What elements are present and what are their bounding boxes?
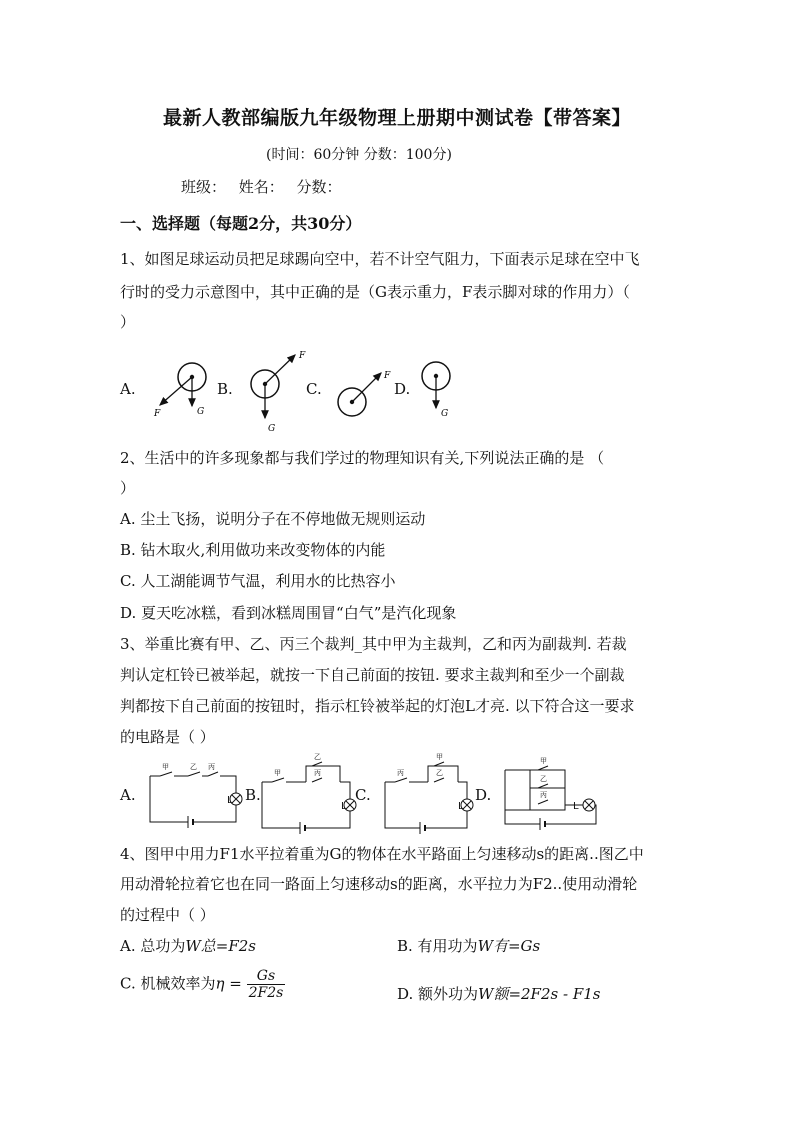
q1-line3: ）: [120, 313, 136, 331]
switch-label-jia: 甲: [436, 753, 443, 761]
q3-line4: 的电路是（ ）: [120, 728, 215, 746]
q4-option-b-formula: W有=Gs: [477, 937, 541, 955]
q4-option-c-text: C. 机械效率为: [120, 974, 216, 993]
q4-option-b: [397, 935, 540, 956]
q1-line2: 行时的受力示意图中，其中正确的是（G表示重力，F表示脚对球的作用力）（: [120, 283, 630, 301]
switch-label-jia: 甲: [162, 763, 169, 771]
q4-option-c-eta: η =: [215, 974, 242, 993]
switch-label-yi: 乙: [190, 763, 197, 771]
force-label-g: G: [441, 409, 449, 419]
lamp-label: L: [341, 801, 347, 812]
force-label-f: F: [384, 371, 391, 381]
switch-label-bing: 丙: [540, 791, 547, 799]
q4-option-d-formula: W额=2F2s - F1s: [478, 985, 601, 1003]
page-title: 最新人教部编版九年级物理上册期中测试卷【带答案】: [162, 107, 631, 129]
q1-label-b: B.: [217, 380, 233, 398]
lamp-label: L: [573, 801, 579, 812]
fraction-denominator: 2F2s: [248, 985, 284, 1001]
q1-label-a: A.: [120, 380, 136, 398]
q1-label-c: C.: [306, 380, 322, 398]
q4-option-a-formula: W总=F2s: [185, 937, 257, 955]
q2-option-d: D. 夏天吃冰糕，看到冰糕周围冒“白气”是汽化现象: [120, 604, 457, 622]
q4-option-d: [397, 983, 600, 1004]
q3-line2: 判认定杠铃已被举起，就按一下自己前面的按钮. 要求主裁判和至少一个副裁: [120, 666, 625, 684]
section-heading: 一、选择题（每题2分，共30分）: [120, 214, 362, 233]
switch-label-bing: 丙: [314, 769, 321, 777]
q1-label-d: D.: [394, 380, 411, 398]
q2-option-a: A. 尘土飞扬，说明分子在不停地做无规则运动: [120, 510, 426, 528]
q1-line1: 1、如图足球运动员把足球踢向空中，若不计空气阻力，下面表示足球在空中飞: [120, 250, 640, 268]
q4-line1: 4、图甲中用力F1水平拉着重为G的物体在水平路面上匀速移动s的距离..图乙中: [120, 845, 644, 863]
switch-label-jia: 甲: [540, 757, 547, 765]
q3-label-c: C.: [355, 786, 371, 804]
force-label-f: F: [299, 351, 306, 361]
switch-label-bing: 丙: [208, 763, 215, 771]
efficiency-fraction: [247, 968, 286, 1001]
q2-option-c: C. 人工湖能调节气温，利用水的比热容小: [120, 572, 396, 590]
q2-line2: ）: [120, 479, 136, 497]
q3-label-a: A.: [120, 786, 136, 804]
q3-label-b: B.: [245, 786, 261, 804]
q4-option-a: [120, 935, 256, 956]
q4-option-c: [120, 968, 285, 1001]
switch-label-bing: 丙: [397, 769, 404, 777]
switch-label-yi: 乙: [540, 775, 547, 783]
lamp-label: L: [458, 801, 464, 812]
q4-option-b-text: B. 有用功为: [397, 937, 478, 955]
switch-label-yi: 乙: [436, 769, 443, 777]
q4-option-d-text: D. 额外功为: [397, 985, 479, 1003]
q4-line3: 的过程中（ ）: [120, 906, 215, 924]
fraction-numerator: Gs: [247, 968, 286, 985]
lamp-label: L: [227, 795, 233, 806]
q2-option-b: B. 钻木取火,利用做功来改变物体的内能: [120, 541, 386, 559]
force-label-f: F: [154, 409, 161, 419]
q2-line1: 2、生活中的许多现象都与我们学过的物理知识有关,下列说法正确的是 （: [120, 449, 605, 467]
q3-label-d: D.: [475, 786, 492, 804]
q4-option-a-text: A. 总功为: [120, 937, 186, 955]
q3-line3: 判都按下自己前面的按钮时，指示杠铃被举起的灯泡L才亮. 以下符合这一要求: [120, 697, 635, 715]
circuit-d: [505, 766, 596, 830]
force-label-g: G: [197, 407, 205, 417]
switch-label-jia: 甲: [274, 769, 281, 777]
force-label-g: G: [268, 424, 276, 434]
exam-subtitle: (时间：60分钟 分数：100分): [266, 147, 452, 163]
q3-line1: 3、举重比赛有甲、乙、丙三个裁判_其中甲为主裁判，乙和丙为副裁判. 若裁: [120, 635, 627, 653]
q4-line2: 用动滑轮拉着它也在同一路面上匀速移动s的距离，水平拉力为F2..使用动滑轮: [120, 875, 638, 893]
student-info: 班级： 姓名： 分数：: [181, 178, 342, 196]
switch-label-yi: 乙: [314, 753, 321, 761]
